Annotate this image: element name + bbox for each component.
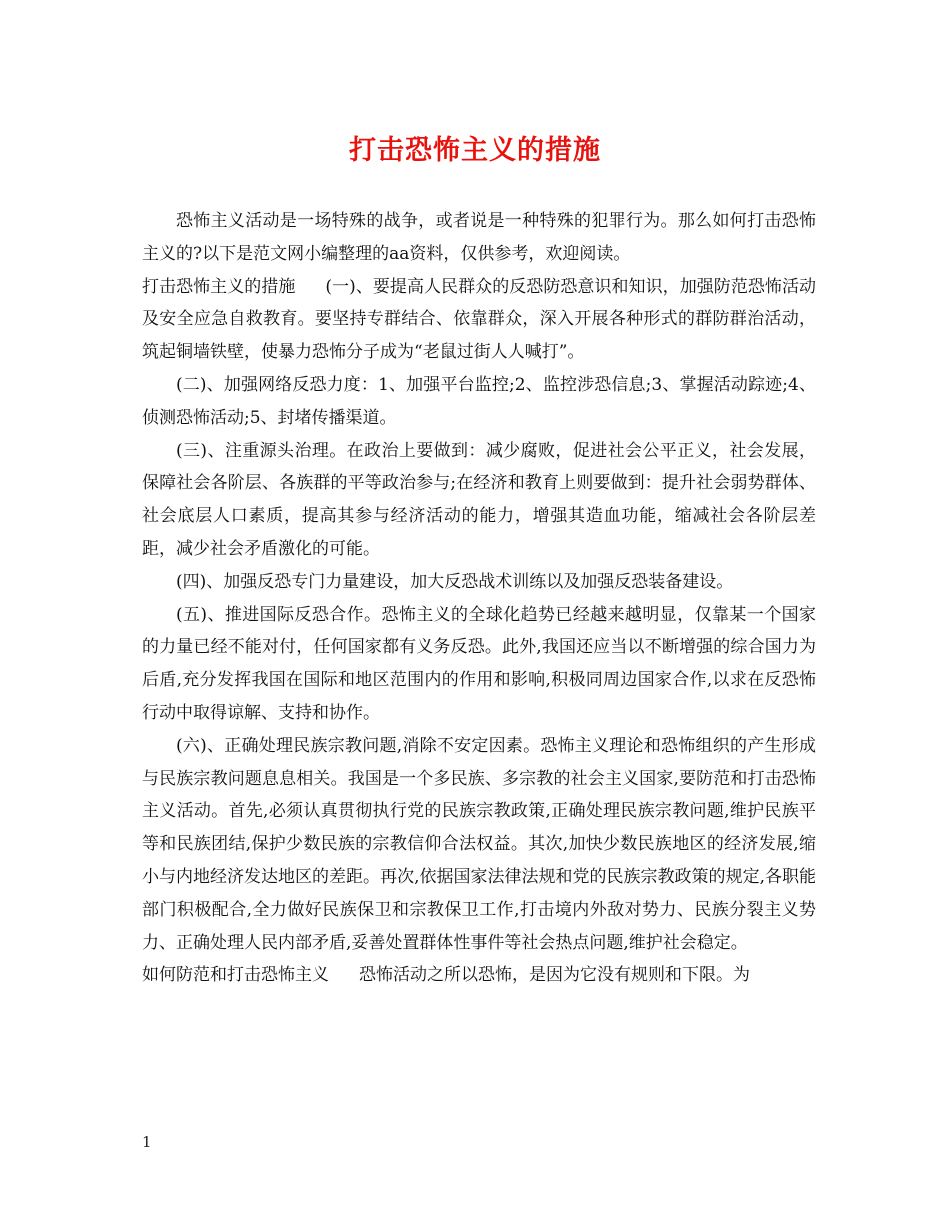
page-number: 1: [142, 1133, 152, 1151]
paragraph-measure-2: (二)、加强网络反恐力度：1、加强平台监控;2、监控涉恐信息;3、掌握活动踪迹;4、侦测恐怖活动;5、封堵传播渠道。: [142, 374, 816, 428]
paragraph-prevention-text: 恐怖活动之所以恐怖，是因为它没有规则和下限。为: [359, 965, 750, 986]
section-heading-measures: 打击恐怖主义的措施: [142, 276, 296, 297]
paragraph-prevention: [142, 959, 816, 992]
paragraph-measure-1: [142, 271, 816, 369]
paragraph-measure-3: (三)、注重源头治理。在政治上要做到：减少腐败，促进社会公平正义，社会发展，保障社会各阶层、各族群的平等政治参与;在经济和教育上则要做到：提升社会弱势群体、社会底层人口素质，提高其参与经济活动的能力，增强其造血功能，缩减社会各阶层差距，减少社会矛盾激化的可能。: [142, 440, 816, 559]
paragraph-measure-4: (四)、加强反恐专门力量建设，加大反恐战术训练以及加强反恐装备建设。: [176, 571, 734, 592]
paragraph-measure-1-text: (一)、要提高人民群众的反恐防恐意识和知识，加强防范恐怖活动及安全应急自救教育。要坚持专群结合、依靠群众，深入开展各种形式的群防群治活动，筑起铜墙铁壁，使暴力恐怖分子成为“老鼠过街人人喊打”。: [142, 276, 817, 363]
paragraph-measure-6: (六)、正确处理民族宗教问题,消除不安定因素。恐怖主义理论和恐怖组织的产生形成与民族宗教问题息息相关。我国是一个多民族、多宗教的社会主义国家,要防范和打击恐怖主义活动。首先,必须认真贯彻执行党的民族宗教政策,正确处理民族宗教问题,维护民族平等和民族团结,保护少数民族的宗教信仰合法权益。其次,加快少数民族地区的经济发展,缩小与内地经济发达地区的差距。再次,依据国家法律法规和党的民族宗教政策的规定,各职能部门积极配合,全力做好民族保卫和宗教保卫工作,打击境内外敌对势力、民族分裂主义势力、正确处理人民内部矛盾,妥善处置群体性事件等社会热点问题,维护社会稳定。: [142, 735, 816, 953]
paragraph-measure-5: (五)、推进国际反恐合作。恐怖主义的全球化趋势已经越来越明显，仅靠某一个国家的力量已经不能对付，任何国家都有义务反恐。此外,我国还应当以不断增强的综合国力为后盾,充分发挥我国在国际和地区范围内的作用和影响,积极同周边国家合作,以求在反恐怖行动中取得谅解、支持和协作。: [142, 604, 816, 723]
document-body: [142, 205, 816, 992]
document-title: 打击恐怖主义的措施: [349, 135, 601, 166]
section-heading-prevention: 如何防范和打击恐怖主义: [142, 965, 329, 986]
paragraph-intro: 恐怖主义活动是一场特殊的战争，或者说是一种特殊的犯罪行为。那么如何打击恐怖主义的?以下是范文网小编整理的aa资料，仅供参考，欢迎阅读。: [142, 211, 816, 264]
